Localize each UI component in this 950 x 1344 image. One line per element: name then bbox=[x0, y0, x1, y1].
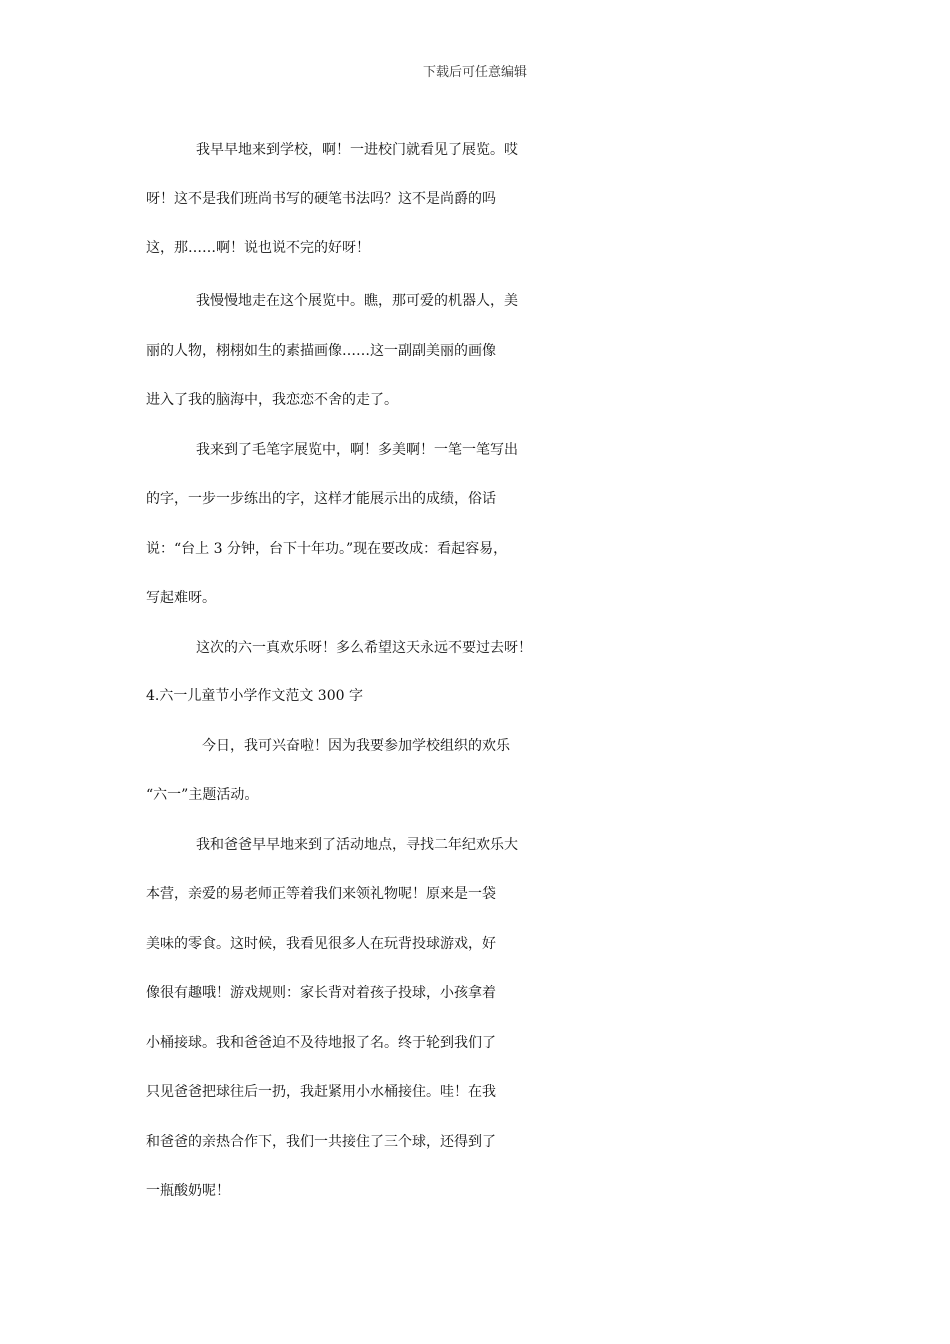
text-line: 呀！这不是我们班尚书写的硬笔书法吗？这不是尚爵的吗 bbox=[146, 191, 496, 207]
text-line: 写起难呀。 bbox=[146, 590, 216, 606]
text-line: 丽的人物，栩栩如生的素描画像……这一副副美丽的画像 bbox=[146, 343, 496, 359]
text-line: 今日，我可兴奋啦！因为我要参加学校组织的欢乐 bbox=[202, 738, 510, 754]
text-line: 说：“台上 3 分钟，台下十年功。”现在要改成：看起容易， bbox=[146, 541, 508, 557]
text-line: 小桶接球。我和爸爸迫不及待地报了名。终于轮到我们了 bbox=[146, 1035, 496, 1051]
text-line: 我和爸爸早早地来到了活动地点，寻找二年纪欢乐大 bbox=[196, 837, 518, 853]
text-line: 一瓶酸奶呢！ bbox=[146, 1183, 230, 1199]
text-line: 的字，一步一步练出的字，这样才能展示出的成绩，俗话 bbox=[146, 491, 496, 507]
text-line: 我早早地来到学校，啊！一进校门就看见了展览。哎 bbox=[196, 142, 518, 158]
text-line: 只见爸爸把球往后一扔，我赶紧用小水桶接住。哇！在我 bbox=[146, 1084, 496, 1100]
text-line: 本营，亲爱的易老师正等着我们来领礼物呢！原来是一袋 bbox=[146, 886, 496, 902]
text-line: 这次的六一真欢乐呀！多么希望这天永远不要过去呀！ bbox=[196, 640, 532, 656]
text-line: 我慢慢地走在这个展览中。瞧，那可爱的机器人，美 bbox=[196, 293, 518, 309]
page-header-note: 下载后可任意编辑 bbox=[422, 65, 527, 80]
text-line: 进入了我的脑海中，我恋恋不舍的走了。 bbox=[146, 392, 398, 408]
text-line: “六一”主题活动。 bbox=[146, 787, 259, 803]
text-line: 我来到了毛笔字展览中，啊！多美啊！一笔一笔写出 bbox=[196, 442, 518, 458]
section-heading: 4.六一儿童节小学作文范文 300 字 bbox=[146, 688, 363, 704]
text-line: 这，那……啊！说也说不完的好呀！ bbox=[146, 240, 370, 256]
text-line: 美味的零食。这时候，我看见很多人在玩背投球游戏，好 bbox=[146, 936, 496, 952]
text-line: 和爸爸的亲热合作下，我们一共接住了三个球，还得到了 bbox=[146, 1134, 496, 1150]
text-line: 像很有趣哦！游戏规则：家长背对着孩子投球，小孩拿着 bbox=[146, 985, 496, 1001]
